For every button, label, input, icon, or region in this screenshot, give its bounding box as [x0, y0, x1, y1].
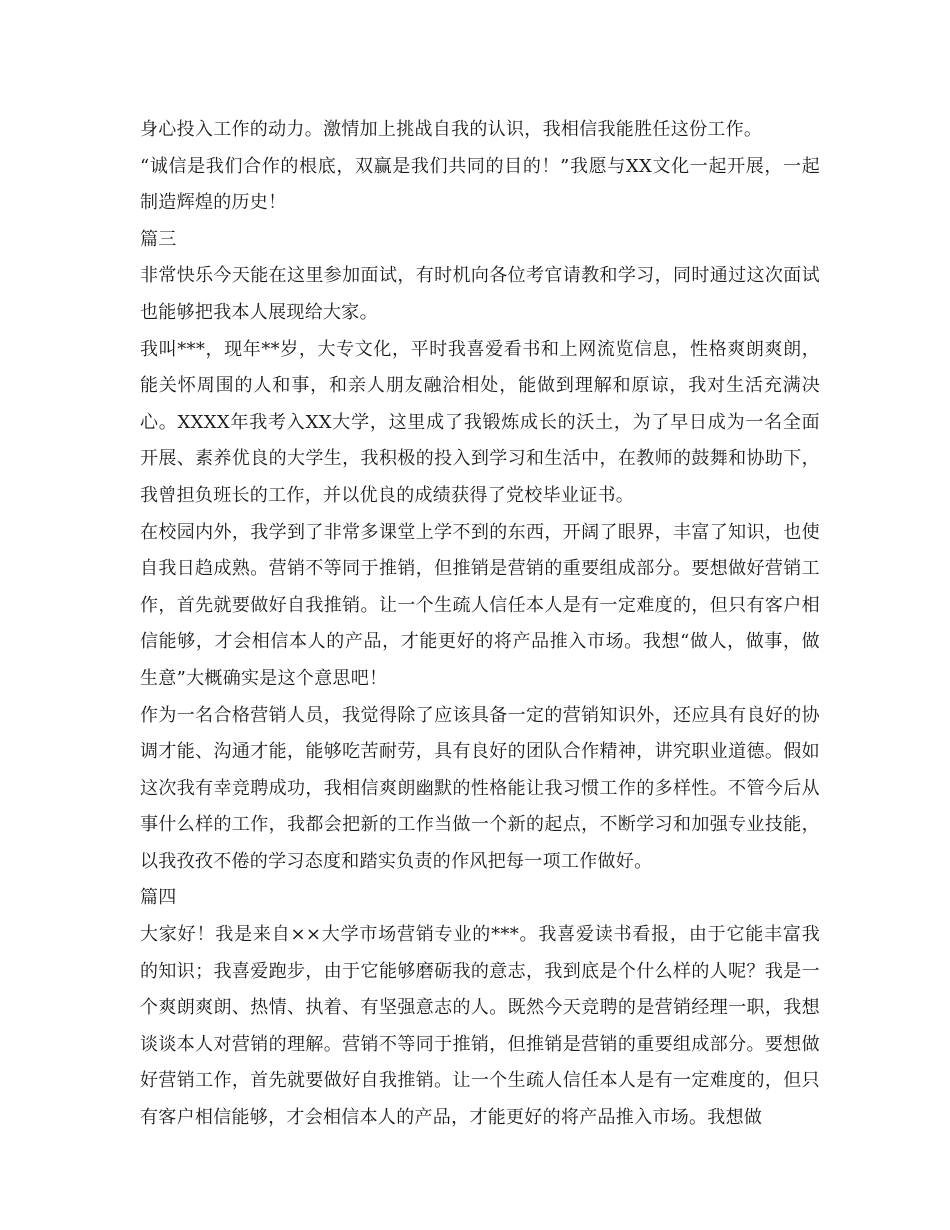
paragraph-motto: “诚信是我们合作的根底，双赢是我们共同的目的！”我愿与XX文化一起开展，一起制造辉煌的历史！	[140, 155, 820, 214]
paragraph-qualities: 作为一名合格营销人员，我觉得除了应该具备一定的营销知识外，还应具有良好的协调才能、沟通才能，能够吃苦耐劳，具有良好的团队合作精神，讲究职业道德。假如这次我有幸竞聘成功，我相信爽朗幽默的性格能让我习惯工作的多样性。不管今后从事什么样的工作，我都会把新的工作当做一个新的起点，不断学习和加强专业技能，以我孜孜不倦的学习态度和踏实负责的作风把每一项工作做好。	[140, 704, 820, 872]
paragraph-continuation: 身心投入工作的动力。激情加上挑战自我的认识，我相信我能胜任这份工作。	[140, 119, 763, 140]
paragraph-intro: 非常快乐今天能在这里参加面试，有时机向各位考官请教和学习，同时通过这次面试也能够把我本人展现给大家。	[140, 265, 820, 323]
paragraph-self-introduction: 我叫***，现年**岁，大专文化，平时我喜爱看书和上网流览信息，性格爽朗爽朗，能关怀周围的人和事，和亲人朋友融洽相处，能做到理解和原谅，我对生活充满决心。XXXX年我考入XX大学，这里成了我锻炼成长的沃土，为了早日成为一名全面开展、素养优良的大学生，我积极的投入到学习和生活中，在教师的鼓舞和协助下，我曾担负班长的工作，并以优良的成绩获得了党校毕业证书。	[140, 338, 820, 506]
section-heading-3: 篇三	[140, 228, 177, 250]
section-heading-4: 篇四	[140, 887, 177, 909]
document-page	[140, 112, 820, 1137]
paragraph-greeting: 大家好！我是来自××大学市场营销专业的***。我喜爱读书看报，由于它能丰富我的知识；我喜爱跑步，由于它能够磨砺我的意志，我到底是个什么样的人呢？我是一个爽朗爽朗、热情、执着、有坚强意志的人。既然今天竞聘的是营销经理一职，我想谈谈本人对营销的理解。营销不等同于推销，但推销是营销的重要组成部分。要想做好营销工作，首先就要做好自我推销。让一个生疏人信任本人是有一定难度的，但只有客户相信能够，才会相信本人的产品，才能更好的将产品推入市场。我想做	[140, 924, 820, 1129]
paragraph-campus: 在校园内外，我学到了非常多课堂上学不到的东西，开阔了眼界，丰富了知识，也使自我日趋成熟。营销不等同于推销，但推销是营销的重要组成部分。要想做好营销工作，首先就要做好自我推销。让一个生疏人信任本人是有一定难度的，但只有客户相信能够，才会相信本人的产品，才能更好的将产品推入市场。我想“做人，做事，做生意”大概确实是这个意思吧！	[140, 521, 820, 689]
